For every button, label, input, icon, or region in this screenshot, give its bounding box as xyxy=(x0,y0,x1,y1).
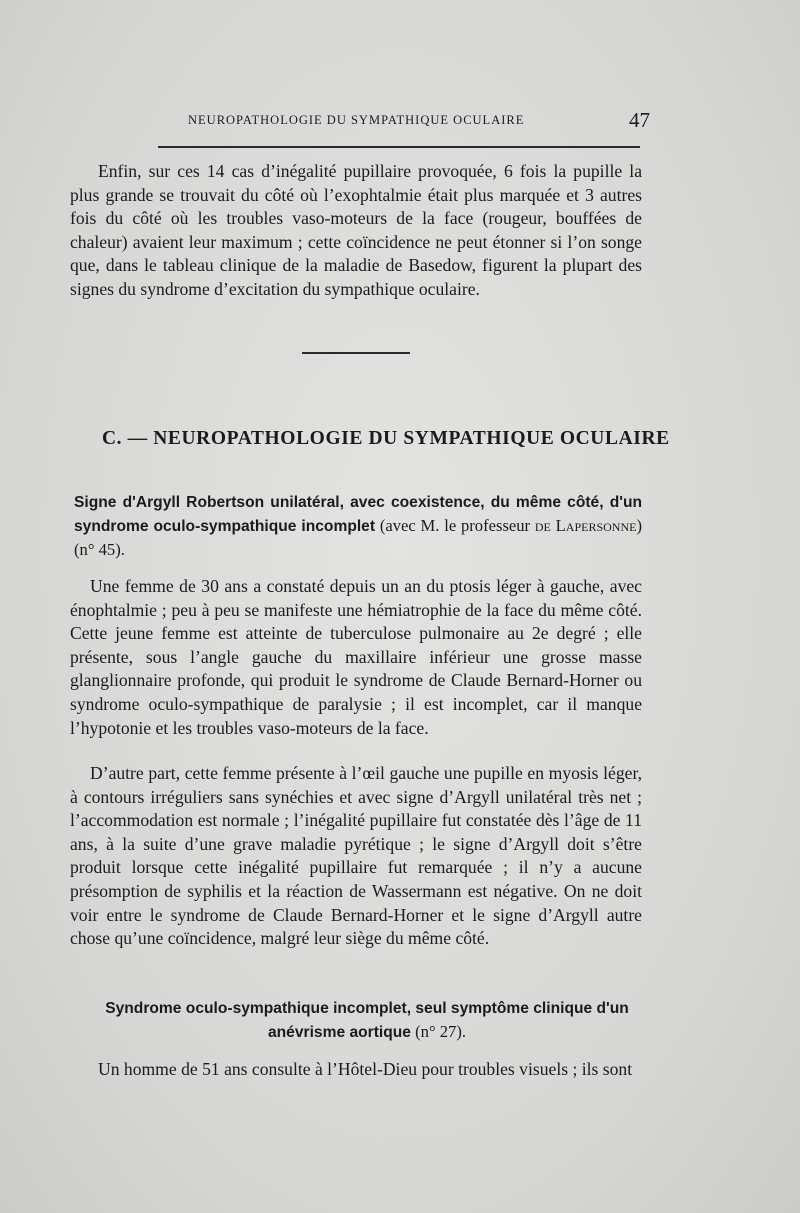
case-2-heading xyxy=(78,996,656,1044)
section-title: C. — NEUROPATHOLOGIE DU SYMPATHIQUE OCULAIRE xyxy=(102,428,670,449)
case-1-heading-author: de Lapersonne xyxy=(534,516,637,535)
case-1-heading xyxy=(74,490,642,561)
case-1-paragraph-2: D’autre part, cette femme présente à l’œil gauche une pupille en myosis léger, à contours irréguliers sans synéchies et avec signe d’Argyll unilatéral très net ; l’accommodation est normale ; l’inégalité pupillaire fut constatée dès l’âge de 11 ans, à la suite d’une grave maladie pyrétique ; le signe d’Argyll doit s’être produit lorsque cette inégalité pupillaire fut remarquée ; il n’y a aucune présomption de syphilis et la réaction de Wassermann est négative. On ne doit voir entre le syndrome de Claude Bernard-Horner et le signe d’Argyll autre chose qu’une coïncidence, malgré leur siège du même côté. xyxy=(70,763,642,949)
header-rule xyxy=(158,146,640,148)
running-head xyxy=(170,110,650,136)
paragraph-intro: Enfin, sur ces 14 cas d’inégalité pupillaire provoquée, 6 fois la pupille la plus grande se trouvait du côté où l’exophtalmie était plus marquée et 3 autres fois du côté où les troubles vaso-moteurs de la face (rougeur, bouffées de chaleur) avaient leur maximum ; cette coïncidence ne peut étonner si l’on songe que, dans le tableau clinique de la maladie de Basedow, figurent la plupart des signes du syndrome d’excitation du sympathique oculaire. xyxy=(70,161,642,299)
case-1-heading-bold: Signe d'Argyll Robertson unilatéral, avec coexistence, du même côté, d'un syndrome oculo-sympathique incomplet xyxy=(74,494,642,535)
running-title: NEUROPATHOLOGIE DU SYMPATHIQUE OCULAIRE xyxy=(188,113,525,127)
case-1-heading-plain: (avec M. le professeur xyxy=(379,516,531,535)
case-2-heading-number: (n° 27). xyxy=(415,1022,467,1041)
case-2-heading-bold: Syndrome oculo-sympathique incomplet, seul symptôme clinique d'un anévrisme aortique xyxy=(105,1000,629,1041)
case-1-paragraph-1: Une femme de 30 ans a constaté depuis un an du ptosis léger à gauche, avec énophtalmie ; peu à peu se manifeste une hémiatrophie de la face du même côté. Cette jeune femme est atteinte de tuberculose pulmonaire au 2e degré ; elle présente, sous l’angle gauche du maxillaire inférieur une grosse masse glanglionnaire profonde, qui produit le syndrome de Claude Bernard-Horner ou syndrome oculo-sympathique de paralysie ; il est incomplet, car il manque l’hypotonie et les troubles vaso-moteurs de la face. xyxy=(70,576,642,738)
page-number: 47 xyxy=(629,108,650,132)
separator-rule xyxy=(302,352,410,354)
case-2-paragraph-1: Un homme de 51 ans consulte à l’Hôtel-Dieu pour troubles visuels ; ils sont xyxy=(98,1059,633,1079)
case-1-heading-number: ) (n° 45). xyxy=(74,516,642,559)
